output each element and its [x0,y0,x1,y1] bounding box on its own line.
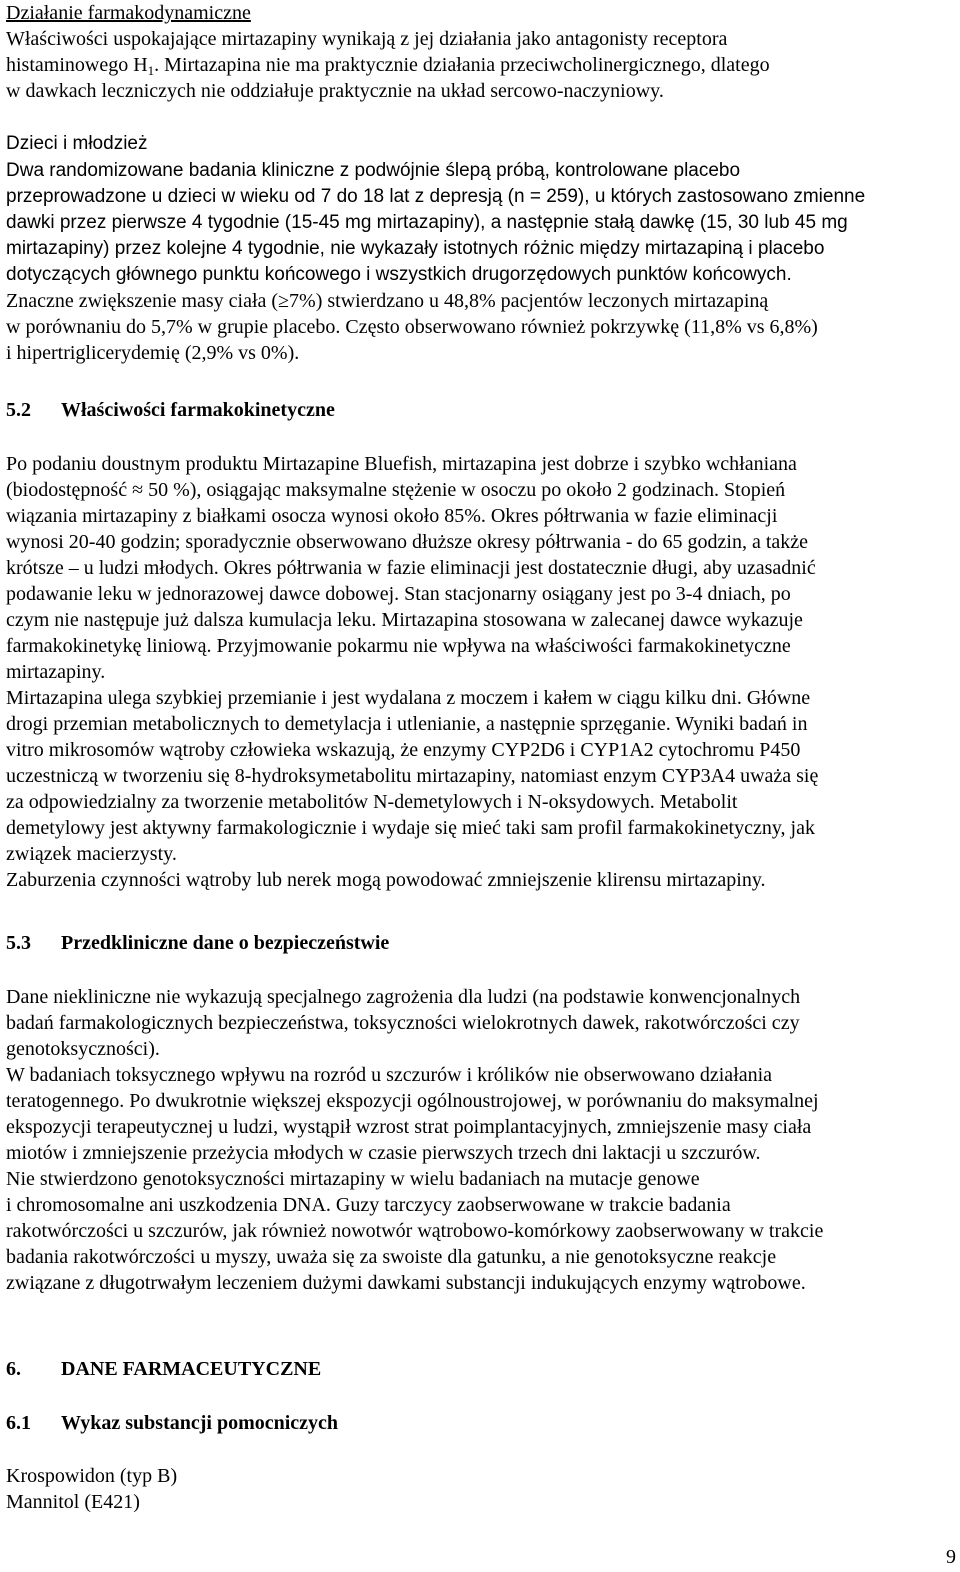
pk-line: (biodostępność ≈ 50 %), osiągając maksymalne stężenie w osoczu po około 2 godzinach. Stopień [6,479,786,501]
children-line: Dwa randomizowane badania kliniczne z podwójnie ślepą próbą, kontrolowane placebo [6,160,741,181]
pk-line: czym nie następuje już dalsza kumulacja leku. Mirtazapina stosowana w zalecanej dawce wykazuje [6,609,803,631]
preclinical-line: ekspozycji terapeutycznej u ludzi, wystąpił wzrost strat poimplantacyjnych, zmniejszenie masy ciała [6,1116,812,1138]
section-number: 5.3 [6,932,31,954]
excipient-item: Krospowidon (typ B) [6,1465,178,1487]
section-title: Właściwości farmakokinetyczne [61,399,335,421]
pk-line: mirtazapiny. [6,661,106,683]
pharmacodynamic-heading: Działanie farmakodynamiczne [6,2,251,24]
pk-line: krótsze – u ludzi młodych. Okres półtrwania w fazie eliminacji jest dostatecznie długi, aby uzasadnić [6,557,816,579]
pk-line: Zaburzenia czynności wątroby lub nerek mogą powodować zmniejszenie klirensu mirtazapiny. [6,869,766,891]
section-number: 6. [6,1358,21,1380]
pk-line: vitro mikrosomów wątroby człowieka wskazują, że enzymy CYP2D6 i CYP1A2 cytochromu P450 [6,739,801,761]
pk-line: farmakokinetykę liniową. Przyjmowanie pokarmu nie wpływa na właściwości farmakokinetyczne [6,635,791,657]
preclinical-line: Nie stwierdzono genotoksyczności mirtazapiny w wielu badaniach na mutacje genowe [6,1168,700,1190]
pharmacodynamic-line: histaminowego $H_1$. Mirtazapina nie ma praktycznie działania przeciwcholinergicznego, dlatego [6,54,770,78]
children-line: przeprowadzone u dzieci w wieku od 7 do 18 lat z depresją (n = 259), u których zastosowano zmienne [6,186,866,207]
preclinical-line: W badaniach toksycznego wpływu na rozród u szczurów i królików nie obserwowano działania [6,1064,773,1086]
section-title: Wykaz substancji pomocniczych [61,1412,339,1434]
children-line: mirtazapiny) przez kolejne 4 tygodnie, nie wykazały istotnych różnic między mirtazapiną i placebo [6,238,825,259]
section-title: Przedkliniczne dane o bezpieczeństwie [61,932,390,954]
section-title: DANE FARMACEUTYCZNE [61,1358,322,1380]
page-number: 9 [946,1546,956,1568]
pk-line: podawanie leku w jednorazowej dawce dobowej. Stan stacjonarny osiągany jest po 3-4 dniach, po [6,583,791,605]
children-line: w porównaniu do 5,7% w grupie placebo. Często obserwowano również pokrzywkę (11,8% vs 6,8%) [6,316,818,338]
preclinical-line: i chromosomalne ani uszkodzenia DNA. Guzy tarczycy zaobserwowane w trakcie badania [6,1194,731,1216]
preclinical-line: związane z długotrwałym leczeniem dużymi dawkami substancji indukujących enzymy wątrobowe. [6,1272,806,1294]
children-heading: Dzieci i młodzież [6,133,148,154]
pharmacodynamic-line: Właściwości uspokajające mirtazapiny wynikają z jej działania jako antagonisty receptora [6,28,728,50]
preclinical-line: genotoksyczności). [6,1038,160,1060]
preclinical-line: Dane niekliniczne nie wykazują specjalnego zagrożenia dla ludzi (na podstawie konwencjonalnych [6,986,801,1008]
children-line: dawki przez pierwsze 4 tygodnie (15-45 mg mirtazapiny), a następnie stałą dawkę (15, 30 lub 45 mg [6,212,848,233]
pk-line: uczestniczą w tworzeniu się 8-hydroksymetabolitu mirtazapiny, natomiast enzym CYP3A4 uważa się [6,765,819,787]
preclinical-line: rakotwórczości u szczurów, jak również nowotwór wątrobowo-komórkowy zaobserwowany w trakcie [6,1220,824,1242]
pharmacodynamic-line: w dawkach leczniczych nie oddziałuje praktycznie na układ sercowo-naczyniowy. [6,80,664,102]
pk-line: demetylowy jest aktywny farmakologicznie i wydaje się mieć taki sam profil farmakokinetyczny, jak [6,817,815,839]
section-number: 6.1 [6,1412,31,1434]
preclinical-line: teratogennego. Po dwukrotnie większej ekspozycji ogólnoustrojowej, w porównaniu do maksymalnej [6,1090,819,1112]
children-line: Znaczne zwiększenie masy ciała (≥7%) stwierdzano u 48,8% pacjentów leczonych mirtazapiną [6,290,769,312]
pk-line: związek macierzysty. [6,843,177,865]
pk-line: za odpowiedzialny za tworzenie metabolitów N-demetylowych i N-oksydowych. Metabolit [6,791,738,813]
preclinical-line: badania rakotwórczości u myszy, uważa się za swoiste dla gatunku, a nie genotoksyczne reakcje [6,1246,777,1268]
pk-line: drogi przemian metabolicznych to demetylacja i utlenianie, a następnie sprzęganie. Wyniki badań in [6,713,808,735]
children-line: dotyczących głównego punktu końcowego i wszystkich drugorzędowych punktów końcowych. [6,264,792,285]
section-number: 5.2 [6,399,31,421]
children-line: i hipertriglicerydemię (2,9% vs 0%). [6,342,300,364]
preclinical-line: miotów i zmniejszenie przeżycia młodych w czasie pierwszych trzech dni laktacji u szczurów. [6,1142,761,1164]
pk-line: wiązania mirtazapiny z białkami osocza wynosi około 85%. Okres półtrwania w fazie eliminacji [6,505,778,527]
pk-line: Mirtazapina ulega szybkiej przemianie i jest wydalana z moczem i kałem w ciągu kilku dni. Główne [6,687,811,709]
pk-line: wynosi 20-40 godzin; sporadycznie obserwowano dłuższe okresy półtrwania - do 65 godzin, a także [6,531,809,553]
excipient-item: Mannitol (E421) [6,1491,140,1513]
pk-line: Po podaniu doustnym produktu Mirtazapine Bluefish, mirtazapina jest dobrze i szybko wchłaniana [6,453,797,475]
preclinical-line: badań farmakologicznych bezpieczeństwa, toksyczności wielokrotnych dawek, rakotwórczości czy [6,1012,800,1034]
